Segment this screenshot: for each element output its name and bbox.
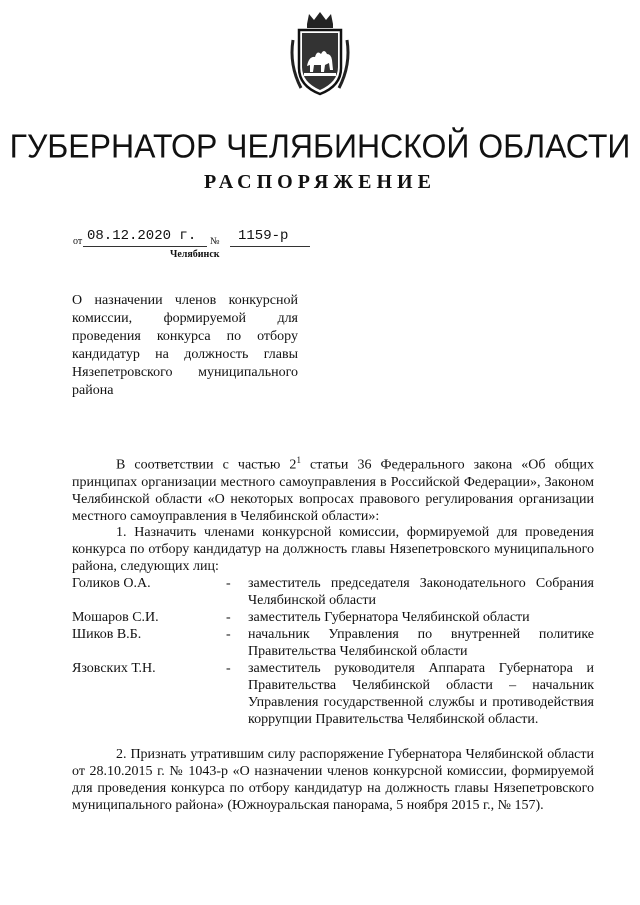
member-position: заместитель председателя Законодательного Собрания Челябинской области <box>248 576 594 608</box>
member-position: начальник Управления по внутренней политике Правительства Челябинской области <box>248 627 594 659</box>
number-label: № <box>210 236 220 247</box>
coat-of-arms-emblem <box>287 10 353 98</box>
item-1-paragraph: 1. Назначить членами конкурсной комиссии, формируемой для проведения конкурса по отбору кандидатур на должность главы Нязепетровского муниципального района, следующих лиц: <box>72 525 594 574</box>
member-name: Шиков В.Б. <box>72 627 142 642</box>
member-name: Мошаров С.И. <box>72 610 159 625</box>
member-dash: - <box>226 610 231 625</box>
member-position: заместитель Губернатора Челябинской области <box>248 610 530 625</box>
issuer-title: ГУБЕРНАТОР ЧЕЛЯБИНСКОЙ ОБЛАСТИ <box>9 127 631 165</box>
date-label: от <box>73 236 83 247</box>
preamble-superscript: 1 <box>296 455 301 465</box>
member-name: Голиков О.А. <box>72 576 151 591</box>
preamble-text-b: статьи 36 Федерального закона «Об общих принципах организации местного самоуправления в Российской Федерации», Законом Челябинской области «О некоторых вопросах правового регулирования организации местного самоуправления в Челябинской области»: <box>72 457 594 524</box>
member-name: Язовских Т.Н. <box>72 661 156 676</box>
document-date: 08.12.2020 г. <box>83 228 207 247</box>
preamble-text-a: В соответствии с частью 2 <box>116 457 297 473</box>
document-subject: О назначении членов конкурсной комиссии, формируемой для проведения конкурса по отбору кандидатур на должность главы Нязепетровского муниципального района <box>72 293 298 398</box>
item-2-paragraph: 2. Признать утратившим силу распоряжение Губернатора Челябинской области от 28.10.2015 г. № 1043-р «О назначении членов конкурсной комиссии, формируемой для проведения конкурса по отбору кандидатур на должность главы Нязепетровского муниципального района» (Южноуральская панорама, 5 ноября 2015 г., № 157). <box>72 747 594 813</box>
issue-city: Челябинск <box>170 249 220 260</box>
member-dash: - <box>226 661 231 676</box>
document-number: 1159-р <box>230 228 310 247</box>
preamble-paragraph <box>72 452 594 525</box>
member-dash: - <box>226 627 231 642</box>
member-position: заместитель руководителя Аппарата Губернатора и Правительства Челябинской области – начальник Управления государственной службы и противодействия коррупции Правительства Челябинской области. <box>248 661 594 727</box>
document-type-title: РАСПОРЯЖЕНИЕ <box>204 171 436 193</box>
member-dash: - <box>226 576 231 591</box>
